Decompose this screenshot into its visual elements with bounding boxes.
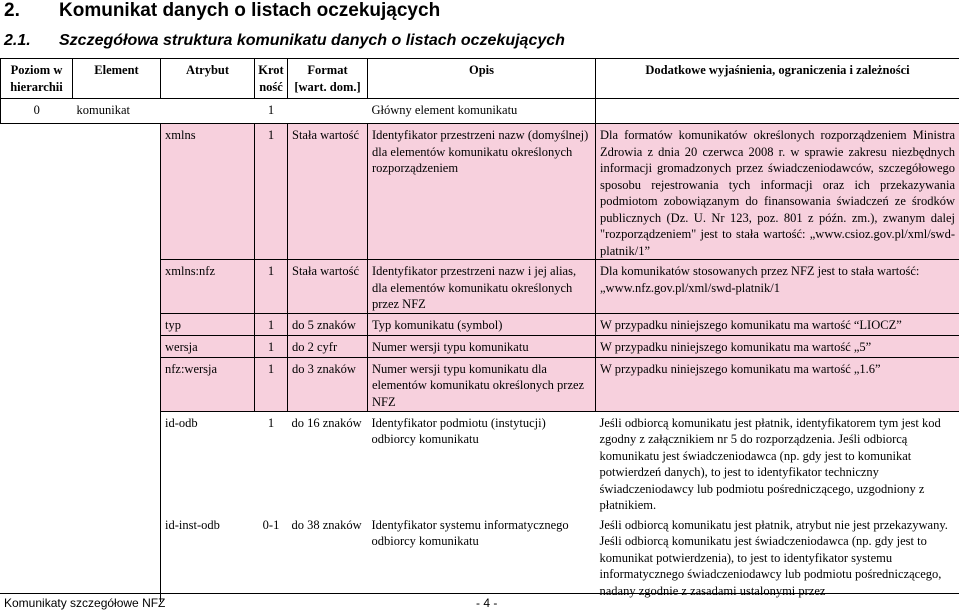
cardinality-cell: 1 bbox=[255, 124, 288, 260]
header-attribute: Atrybut bbox=[161, 59, 255, 99]
table-row bbox=[1, 124, 959, 260]
description-cell: Główny element komunikatu bbox=[368, 99, 596, 124]
attribute-cell: id-inst-odb bbox=[161, 514, 255, 602]
header-description: Opis bbox=[368, 59, 596, 99]
header-element: Element bbox=[73, 59, 161, 99]
header-notes: Dodatkowe wyjaśnienia, ograniczenia i zależności bbox=[596, 59, 959, 99]
cardinality-cell: 0-1 bbox=[262, 517, 280, 532]
element-cell: komunikat bbox=[73, 99, 255, 124]
attribute-cell: id-odb bbox=[161, 411, 255, 514]
attribute-cell: nfz:wersja bbox=[161, 357, 255, 411]
footer-divider bbox=[0, 593, 959, 594]
notes-cell: Jeśli odbiorcą komunikatu jest płatnik, atrybut nie jest przekazywany. Jeśli odbiorcą komunikatu jest świadczeniodawca (np. gdy jest to komunikat potwierdzenia), to jest to identyfikator systemu informatycznego świadczeniodawcy lub podmiotu pośredniczącego, nadany zgodnie z zasadami ustalonymi przez bbox=[596, 514, 959, 602]
format-cell: do 16 znaków bbox=[288, 411, 368, 514]
attribute-cell: xmlns:nfz bbox=[161, 260, 255, 314]
header-cardinality: Krot ność bbox=[255, 59, 288, 99]
notes-cell: W przypadku niniejszego komunikatu ma wartość „5” bbox=[596, 335, 959, 357]
cardinality-cell: 1 bbox=[255, 335, 288, 357]
header-format: Format [wart. dom.] bbox=[288, 59, 368, 99]
notes-cell: W przypadku niniejszego komunikatu ma wartość “LIOCZ” bbox=[596, 313, 959, 335]
format-cell: do 38 znaków bbox=[291, 517, 362, 532]
description-cell: Identyfikator przestrzeni nazw (domyślnej) dla elementów komunikatu określonych rozporządzeniem bbox=[368, 124, 596, 260]
header-level: Poziom w hierarchii bbox=[1, 59, 73, 99]
table-header-row bbox=[1, 59, 959, 99]
cardinality-cell: 1 bbox=[255, 313, 288, 335]
heading-1 bbox=[4, 0, 440, 22]
attribute-cell: wersja bbox=[161, 335, 255, 357]
heading-2 bbox=[4, 32, 565, 50]
attribute-cell: typ bbox=[161, 313, 255, 335]
page-number: - 4 - bbox=[476, 596, 498, 610]
notes-cell: W przypadku niniejszego komunikatu ma wartość „1.6” bbox=[596, 357, 959, 411]
description-cell: Identyfikator systemu informatycznego odbiorcy komunikatu bbox=[371, 517, 569, 548]
description-cell: Identyfikator przestrzeni nazw i jej alias, dla elementów komunikatu określonych przez NFZ bbox=[368, 260, 596, 314]
format-cell: do 3 znaków bbox=[288, 357, 368, 411]
description-cell: Numer wersji typu komunikatu dla elementów komunikatu określonych przez NFZ bbox=[368, 357, 596, 411]
description-cell: Typ komunikatu (symbol) bbox=[368, 313, 596, 335]
cardinality-cell: 1 bbox=[255, 357, 288, 411]
heading-1-text: Komunikat danych o listach oczekujących bbox=[59, 0, 441, 21]
format-cell: Stała wartość bbox=[288, 124, 368, 260]
heading-1-number: 2. bbox=[4, 0, 20, 21]
table-row bbox=[1, 335, 959, 357]
table-row bbox=[1, 411, 959, 514]
notes-cell: Dla komunikatów stosowanych przez NFZ jest to stała wartość: „www.nfz.gov.pl/xml/swd-platnik/1 bbox=[596, 260, 959, 314]
format-cell: do 2 cyfr bbox=[288, 335, 368, 357]
heading-2-text: Szczegółowa struktura komunikatu danych o listach oczekujących bbox=[59, 32, 565, 49]
format-cell: do 5 znaków bbox=[288, 313, 368, 335]
table-row bbox=[1, 357, 959, 411]
footer-title: Komunikaty szczegółowe NFZ bbox=[4, 596, 166, 610]
heading-2-number: 2.1. bbox=[4, 32, 31, 49]
notes-cell: Dla formatów komunikatów określonych rozporządzeniem Ministra Zdrowia z dnia 20 czerwca 2008 r. w sprawie zakresu niezbędnych informacji gromadzonych przez świadczeniodawców, szczegółowego sposobu rejestrowania tych informacji oraz ich przekazywania podmiotom zobowiązanym do finansowania świadczeń ze środków publicznych (Dz. U. Nr 123, poz. 801 z późn. zm.), zwanym dalej "rozporządzeniem" jest to stała wartość: „www.csioz.gov.pl/xml/swd-platnik/1” bbox=[596, 124, 959, 260]
table-row bbox=[1, 313, 959, 335]
format-cell: Stała wartość bbox=[288, 260, 368, 314]
table-row bbox=[1, 260, 959, 314]
cardinality-cell: 1 bbox=[255, 411, 288, 514]
level-cell: 0 bbox=[1, 99, 73, 124]
description-cell: Identyfikator podmiotu (instytucji) odbiorcy komunikatu bbox=[368, 411, 596, 514]
cardinality-cell: 1 bbox=[255, 99, 288, 124]
attribute-cell: xmlns bbox=[161, 124, 255, 260]
notes-cell: Jeśli odbiorcą komunikatu jest płatnik, identyfikatorem tym jest kod zgodny z załącznikiem nr 5 do rozporządzenia. Jeśli odbiorcą komunikatu jest świadczeniodawca (np. gdy jest to komunikat potwierdzeń danych), to jest to identyfikator techniczny świadczeniodawcy lub podmiotu pośredniczącego, uzgodniony z płatnikiem. bbox=[596, 411, 959, 514]
description-cell: Numer wersji typu komunikatu bbox=[368, 335, 596, 357]
cardinality-cell: 1 bbox=[255, 260, 288, 314]
table-row bbox=[1, 99, 959, 124]
structure-table bbox=[0, 58, 959, 602]
table-row bbox=[1, 514, 959, 602]
